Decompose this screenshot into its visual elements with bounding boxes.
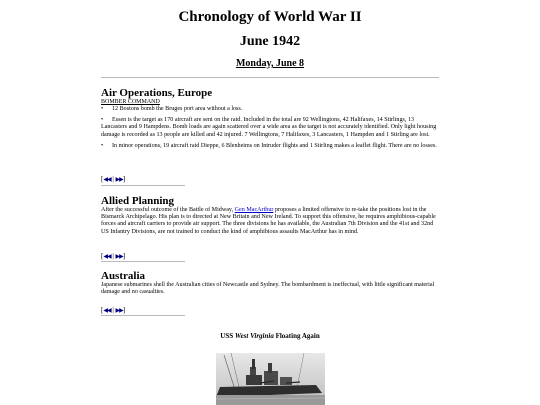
caption-suffix: Floating Again — [273, 332, 320, 340]
nav-separator: | — [110, 306, 116, 314]
previous-arrow-icon[interactable]: ◀◀ — [103, 176, 111, 183]
next-arrow-icon[interactable]: ▶▶ — [115, 176, 123, 183]
list-item-text: 12 Bostons bomb the Bruges port area without a loss. — [112, 106, 243, 112]
section-title: Air Operations, Europe — [101, 87, 213, 99]
ship-name: West Virginia — [234, 332, 274, 340]
section-title: Australia — [101, 270, 145, 282]
nav-bracket-open: [ — [101, 252, 104, 260]
battleship-photo — [216, 353, 325, 405]
list-item — [101, 117, 437, 139]
bullet-list — [101, 106, 437, 150]
bullet-icon: • — [101, 117, 104, 124]
section-divider — [101, 261, 185, 262]
list-item — [101, 106, 437, 113]
nav-bracket-close: ] — [122, 175, 126, 183]
battleship-icon — [216, 353, 325, 405]
list-item — [101, 143, 437, 150]
nav-separator: | — [110, 175, 116, 183]
section-divider — [101, 77, 439, 78]
nav-bracket-close: ] — [122, 306, 126, 314]
macarthur-link[interactable]: Gen MacArthur — [234, 207, 274, 213]
list-item-text: Essen is the target as 170 aircraft are sent on the raid. Included in the total are 92 Wellingtons, 42 Halifaxes, 14 Stirlings, 13 Lancasters and 9 Hampdens. Bomb loads are again scattered over a wide area as the target is not accurately identified. Only light housing damage is recorded as 13 people are killed and 42 injured. 7 Wellingtons, 7 Halifaxes, 3 Lancasters, 1 Hampden and 1 Stirling are lost. — [101, 117, 437, 138]
nav-links — [101, 306, 437, 315]
previous-arrow-icon[interactable]: ◀◀ — [103, 307, 111, 314]
australia-section — [101, 270, 437, 296]
section-title: Allied Planning — [101, 195, 175, 207]
section-text: Japanese submarines shell the Australian cities of Newcastle and Sydney. The bombardment is ineffectual, with little significant material damage and no casualties. — [101, 282, 435, 296]
date-heading: Monday, June 8 — [235, 58, 305, 69]
section-text — [101, 207, 437, 236]
subheading: BOMBER COMMAND — [101, 99, 160, 105]
list-item-text: In minor operations, 19 aircraft raid Dieppe, 6 Blenheims on Intruder flights and 1 Stirling makes a leaflet flight. There are no losses. — [112, 142, 437, 149]
air-operations-section — [101, 87, 437, 153]
allied-planning-section — [101, 195, 437, 236]
page-title: Chronology of World War II — [178, 9, 362, 25]
nav-links — [101, 175, 437, 184]
text-before-link: After the successful outcome of the Battle of Midway, — [101, 207, 235, 213]
bullet-icon: • — [101, 142, 104, 149]
next-arrow-icon[interactable]: ▶▶ — [115, 307, 123, 314]
nav-separator: | — [110, 252, 116, 260]
previous-arrow-icon[interactable]: ◀◀ — [103, 253, 111, 260]
section-divider — [101, 315, 185, 316]
next-arrow-icon[interactable]: ▶▶ — [115, 253, 123, 260]
nav-bracket-close: ] — [122, 252, 126, 260]
nav-bracket-open: [ — [101, 306, 104, 314]
text-after-link: proposes a limited offensive to re-take the positions lost in the Bismarck Archipelago. His plan is to directed at New Britain and New Ireland. To support this offensive, he requires amphibious-capable forces and aircraft carriers to provide air support. The three divisions he has available, the Australian 7th Division and the 41st and 32nd US Infantry Divisions, are not trained to conduct the kind of amphibious assaults MacArthur has in mind. — [101, 207, 436, 235]
bullet-icon: • — [101, 106, 104, 112]
photo-caption — [0, 332, 540, 340]
nav-links — [101, 252, 437, 261]
caption-prefix: USS — [220, 332, 235, 340]
month-heading: June 1942 — [239, 34, 301, 49]
section-divider — [101, 185, 185, 186]
nav-bracket-open: [ — [101, 175, 104, 183]
